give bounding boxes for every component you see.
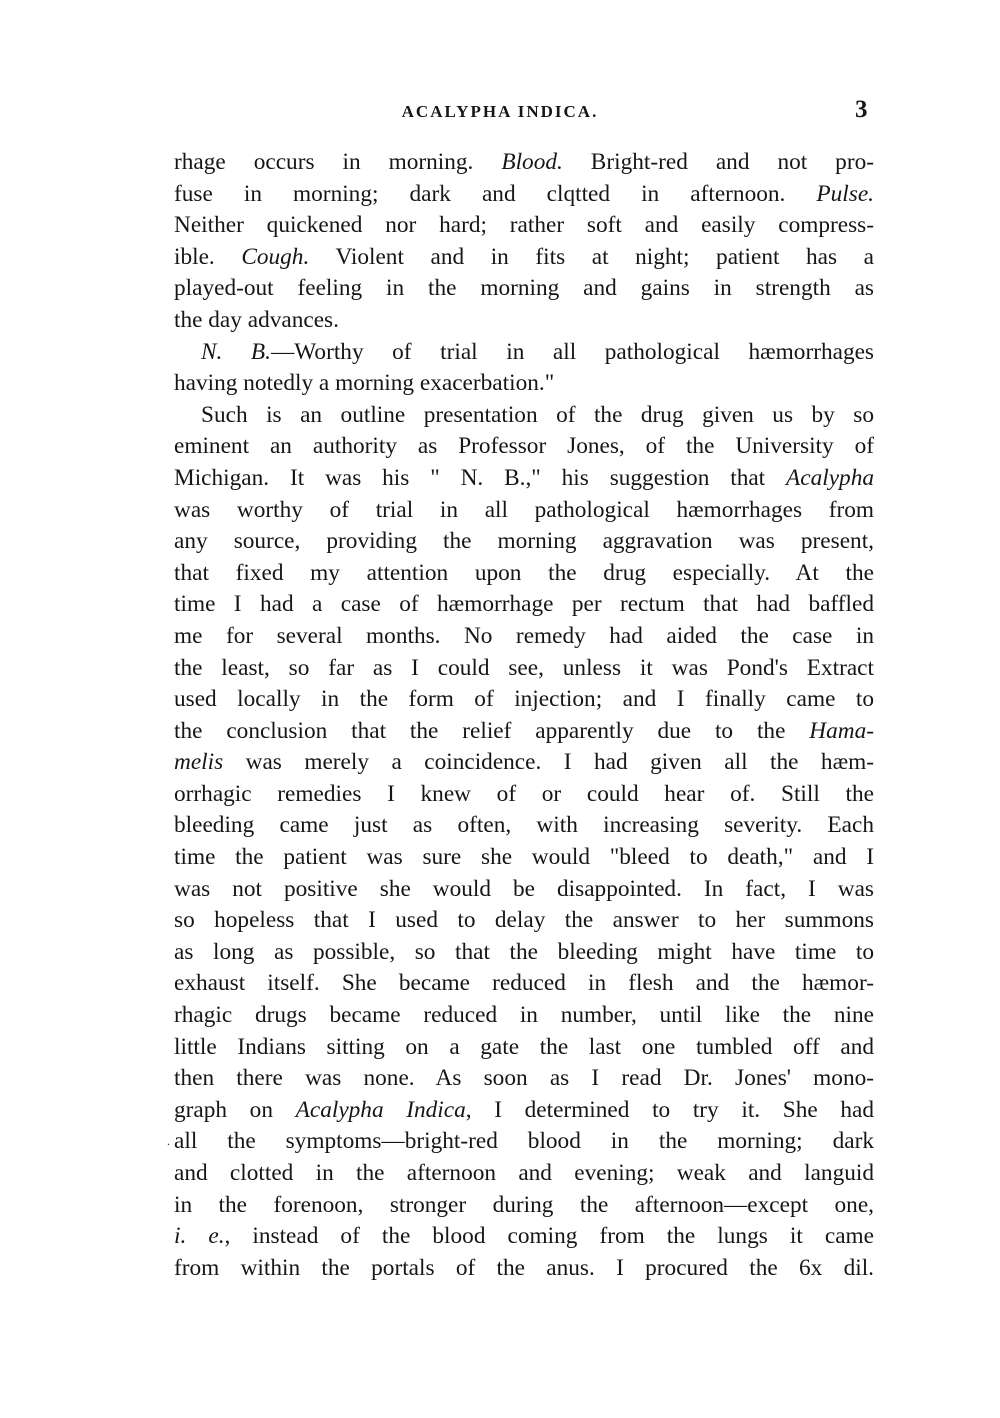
text-line [174,716,874,748]
text-segment: all the symptoms—bright-red blood in the morning; dark [174,1128,874,1155]
text-segment: the day advances. [174,306,339,333]
italic-text: N. B. [201,338,271,365]
text-segment: , instead of the blood coming from the lungs it came [224,1223,874,1250]
text-segment: , I determined to try it. She had [465,1096,874,1123]
text-segment: in the forenoon, stronger during the afternoon—except one, [174,1191,874,1218]
text-segment: fuse in morning; dark and clqtted in afternoon. [174,180,817,207]
text-line [174,368,874,400]
text-segment: Bright-red and not pro- [562,149,874,175]
text-segment: and clotted in the afternoon and evening; weak and languid [174,1160,874,1186]
text-segment: bleeding came just as often, with increasing severity. Each [174,812,874,839]
text-line [174,1190,874,1222]
text-segment: then there was none. As soon as I read Dr. Jones' mono- [174,1065,874,1092]
text-segment: was merely a coincidence. I had given all the hæm- [223,749,874,776]
text-line [174,810,874,842]
text-segment: Neither quickened nor hard; rather soft and easily compress- [174,212,874,239]
text-line [174,874,874,906]
text-segment: used locally in the form of injection; and I finally came to [174,686,874,713]
text-line [174,1158,874,1190]
text-line [174,273,874,305]
text-line [174,1032,874,1064]
text-segment: ible. [174,243,242,270]
text-line [174,495,874,527]
text-line [174,684,874,716]
text-segment: rhage occurs in morning. [174,149,502,175]
italic-text: Acalypha [786,464,874,491]
text-segment: was worthy of trial in all pathological hæmorrhages from [174,496,874,523]
text-segment: having notedly a morning exacerbation." [174,370,555,397]
text-line [174,558,874,590]
text-line [174,1063,874,1095]
text-line [174,179,874,211]
italic-text: melis [174,749,224,776]
italic-text: Acalypha Indica [295,1096,466,1123]
text-segment: —Worthy of trial in all pathological hæmorrhages [271,338,874,365]
text-line [174,621,874,653]
text-segment: rhagic drugs became reduced in number, until like the nine [174,1002,874,1029]
text-line [174,242,874,274]
italic-text: Blood. [501,149,563,175]
text-line [174,842,874,874]
text-segment: Violent and in fits at night; patient has a [309,243,874,270]
text-segment: that fixed my attention upon the drug especially. At the [174,559,874,586]
text-line [174,589,874,621]
text-line [174,747,874,779]
text-segment: the conclusion that the relief apparently due to the [174,717,810,744]
text-line [174,400,874,432]
text-segment: Michigan. It was his " N. B.," his suggestion that [174,464,787,491]
text-segment: as long as possible, so that the bleeding might have time to [174,938,874,965]
text-line [174,210,874,242]
text-segment: orrhagic remedies I knew of or could hear of. Still the [174,780,874,807]
italic-text: Hama- [809,717,874,744]
text-segment: little Indians sitting on a gate the last one tumbled off and [174,1033,874,1060]
text-segment: time the patient was sure she would "bleed to death," and I [174,844,874,871]
text-segment: the least, so far as I could see, unless it was Pond's Extract [174,654,874,681]
text-line [174,968,874,1000]
italic-text: Pulse. [816,180,874,207]
text-line [174,937,874,969]
text-segment: Such is an outline presentation of the drug given us by so [201,401,874,428]
text-line [174,779,874,811]
text-line: . all the symptoms—bright-red blood in the morning; dark [167,1128,874,1155]
body-text [167,147,874,1284]
text-line [174,463,874,495]
text-segment: graph on [174,1096,296,1123]
text-segment: was not positive she would be disappointed. In fact, I was [174,875,874,902]
page-number: 3 [855,96,868,123]
text-line [174,305,874,337]
text-line [174,147,874,179]
text-segment: played-out feeling in the morning and gains in strength as [174,275,874,302]
text-line [174,653,874,685]
text-line [174,905,874,937]
text-line [174,526,874,558]
text-segment: from within the portals of the anus. I procured the 6x dil. [174,1254,874,1281]
text-line [174,1253,874,1285]
text-line [174,431,874,463]
text-segment: time I had a case of hæmorrhage per rectum that had baffled [174,591,874,618]
text-line [174,1095,874,1127]
running-title: ACALYPHA INDICA. [401,102,599,121]
italic-text: i. e. [174,1223,225,1250]
text-segment: so hopeless that I used to delay the answer to her summons [174,907,874,934]
text-line [174,1221,874,1253]
text-segment: exhaust itself. She became reduced in flesh and the hæmor- [174,970,874,997]
text-segment: eminent an authority as Professor Jones, of the University of [174,433,874,460]
text-segment: me for several months. No remedy had aided the case in [174,622,874,649]
text-line [174,337,874,369]
text-line [174,1000,874,1032]
text-segment: any source, providing the morning aggravation was present, [174,528,874,555]
italic-text: Cough. [241,243,310,270]
